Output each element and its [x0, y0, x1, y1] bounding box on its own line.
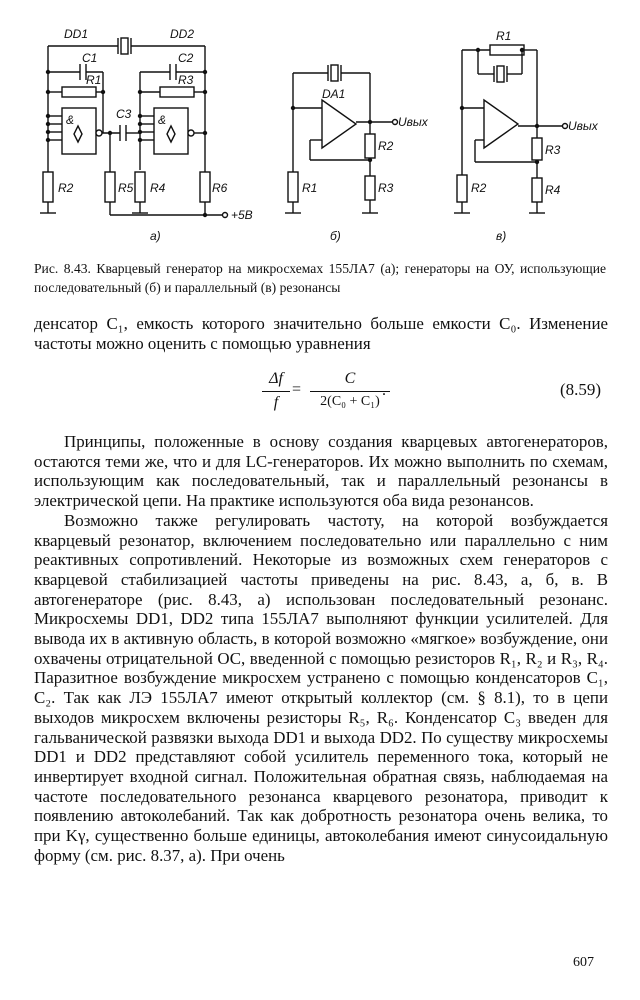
equation-8-59	[0, 366, 640, 422]
label-and-dd1: &	[66, 113, 75, 127]
label-da1-b: DA1	[322, 87, 346, 101]
paragraph-2: Принципы, положенные в основу создания кварцевых автогенераторов, остаются теми же, что и для LC-генераторов. Их можно выполнить по схемам, использующим как последовательный, так и параллельный резонансы в электрической цепи. На практике используются оба вида резонансов.	[34, 432, 608, 511]
equation-lhs-denominator: f	[273, 394, 279, 411]
label-r2-c: R2	[471, 181, 487, 195]
equation-number: (8.59)	[560, 380, 602, 399]
main-text	[34, 432, 608, 865]
equation-lhs-numerator: Δf	[269, 370, 283, 387]
label-dd2: DD2	[170, 27, 195, 41]
label-r3: R3	[178, 73, 194, 87]
label-r5: R5	[118, 181, 134, 195]
label-r1-c: R1	[496, 29, 512, 43]
label-r4-a: R4	[150, 181, 166, 195]
label-uout-c: Uвых	[568, 119, 598, 133]
equation-equals: =	[292, 381, 302, 398]
label-r2-a: R2	[58, 181, 74, 195]
paragraph-continuation	[34, 314, 608, 353]
equation-period: .	[382, 382, 386, 399]
equation-rhs-bar	[310, 391, 390, 392]
label-subfig-c: в)	[496, 229, 507, 243]
label-c3: C3	[116, 107, 132, 121]
figure-caption: Рис. 8.43. Кварцевый генератор на микросхемах 155ЛА7 (а); генераторы на ОУ, использующие последовательный (б) и параллельный (в) резонансы	[34, 261, 606, 295]
equation-rhs-denominator: 2(C₀ + C₁)	[320, 394, 380, 409]
label-c2: C2	[178, 51, 194, 65]
figure-8-43	[0, 0, 640, 255]
equation-rhs-numerator: C	[344, 370, 356, 387]
label-r1-b: R1	[302, 181, 318, 195]
label-r6: R6	[212, 181, 228, 195]
label-r1: R1	[86, 73, 102, 87]
label-r4-c: R4	[545, 183, 561, 197]
paragraph-1: денсатор C₁, емкость которого значительно больше емкости C₀. Изменение частоты можно оценить с помощью уравнения	[34, 314, 608, 353]
circuit-diagrams	[0, 0, 640, 255]
label-and-dd2: &	[158, 113, 167, 127]
label-dd1: DD1	[64, 27, 89, 41]
label-r3-b: R3	[378, 181, 394, 195]
label-subfig-b: б)	[330, 229, 341, 243]
paragraph-3: Возможно также регулировать частоту, на которой возбуждается кварцевый резонатор, включением последовательно или параллельно с ним реактивных сопротивлений. Некоторые из возможных схем генераторов с кварцевой стабилизацией частоты приведены на рис. 8.43, а, б, в. В автогенераторе (рис. 8.43, а) использован последовательный резонанс. Микросхемы DD1, DD2 типа 155ЛА7 выполняют функции усилителей. Для вывода их в активную область, в которой возможно «мягкое» возбуждение, они охвачены отрицательной ОС, введенной с помощью резисторов R₁, R₂ и R₃, R₄. Паразитное возбуждение микросхем устранено с помощью конденсаторов C₁, C₂. Так как ЛЭ 155ЛА7 имеют открытый коллектор (см. § 8.1), то в цепи выходов микросхем включены резисторы R₅, R₆. Конденсатор C₃ введен для гальванической развязки выхода DD1 и выхода DD2. По существу микросхемы DD1 и DD2 представляют собой усилитель переменного тока, который не инвертирует входной сигнал. Положительная обратная связь, наблюдаемая на частоте последовательного резонанса кварцевого резонатора, приводит к появлению автоколебаний. Так как добротность резонатора очень велика, то при Kγ, существенно больше единицы, автоколебания имеют синусоидальную форму (см. рис. 8.37, а). При очень	[34, 510, 608, 865]
label-c1: C1	[82, 51, 98, 65]
page-number: 607	[573, 955, 594, 970]
label-r2-b: R2	[378, 139, 394, 153]
label-uout-b: Uвых	[398, 115, 428, 129]
label-supply: +5В	[231, 208, 253, 222]
equation-lhs-bar	[262, 391, 290, 392]
label-subfig-a: а)	[150, 229, 161, 243]
label-r3-c: R3	[545, 143, 561, 157]
